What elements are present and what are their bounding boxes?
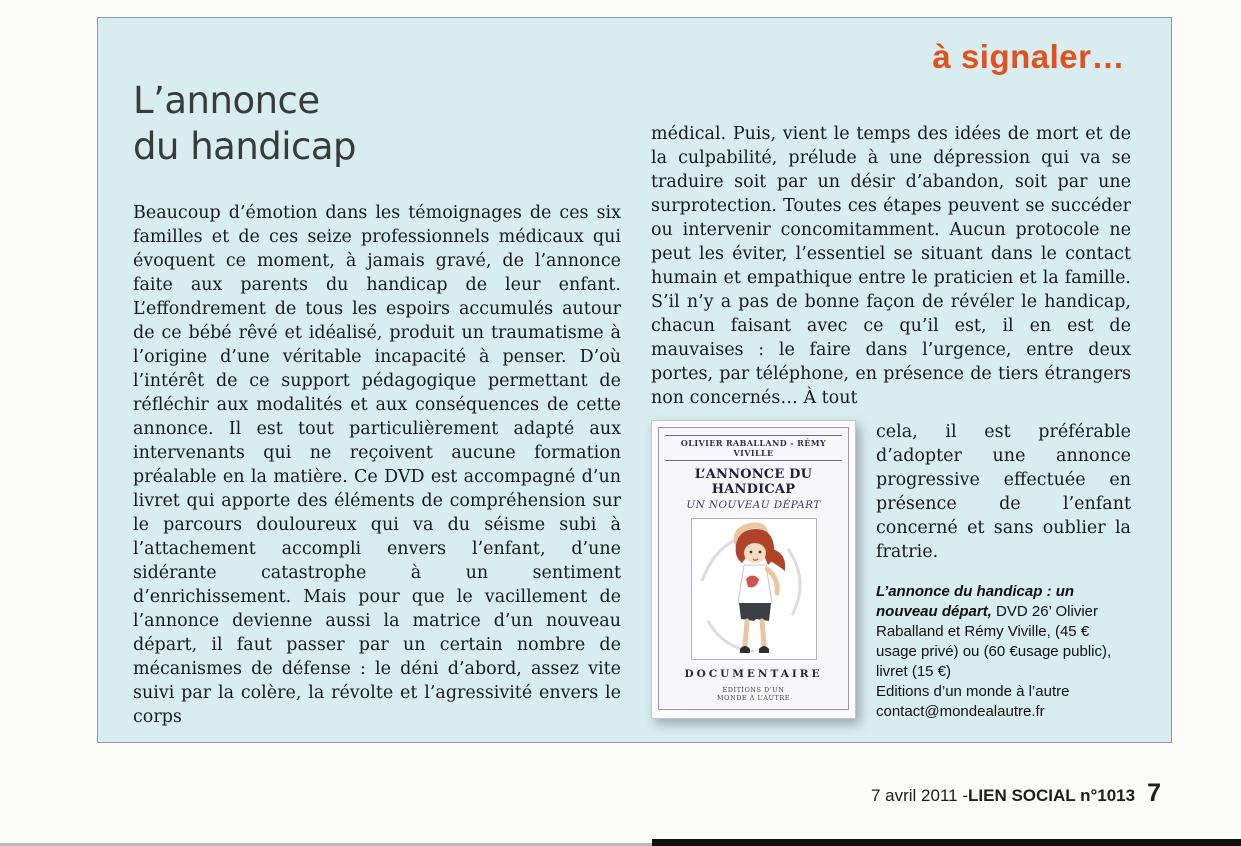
dvd-authors: OLIVIER RABALLAND - RÉMY VIVILLE bbox=[665, 435, 842, 461]
article-title-line1: L’annonce bbox=[133, 79, 320, 122]
dvd-cover-frame bbox=[651, 420, 856, 719]
article-title-line2: du handicap bbox=[133, 125, 357, 169]
dvd-subtitle: UN NOUVEAU DÉPART bbox=[686, 499, 821, 511]
dvd-genre: DOCUMENTAIRE bbox=[684, 668, 823, 680]
girl-drawing-svg bbox=[692, 519, 816, 659]
dvd-and-caption-row bbox=[651, 420, 1131, 722]
girl-illustration bbox=[691, 518, 817, 660]
beside-dvd bbox=[863, 420, 1131, 722]
caption-email: contact@mondealautre.fr bbox=[876, 703, 1045, 720]
article-text-right-top: médical. Puis, vient le temps des idées de mort et de la culpabilité, prélude à une dépression qui va se traduire soit par un désir d’abandon, soit par une surprotection. Toutes ces étapes peuvent se succéder ou intervenir concomitamment. Aucun protocole ne peut les éviter, l’essentiel se situant dans le contact humain et empathique entre le praticien et la famille. S’il n’y a pas de bonne façon de révéler le handicap, chacun faisant avec ce qu’il est, il en est de mauvaises : le faire dans l’urgence, entre deux portes, par téléphone, en présence de tiers étrangers non concernés… À tout bbox=[651, 124, 1131, 408]
dvd-cover bbox=[651, 420, 863, 722]
scan-artifact-dark-bar bbox=[652, 839, 1241, 846]
page-number: 7 bbox=[1147, 779, 1161, 807]
dvd-title: L’ANNONCE DU HANDICAP bbox=[694, 467, 813, 497]
column-right bbox=[651, 122, 1131, 722]
dvd-publisher-logo: ÉDITIONS D’UN MONDE À L’AUTRE bbox=[717, 686, 790, 703]
caption-details: DVD 26’ Olivier Raballand et Rémy Viville, (45 € usage privé) ou (60 €usage public), livret (15 €) bbox=[876, 603, 1112, 680]
column-left bbox=[133, 201, 621, 729]
dvd-cover-inner bbox=[658, 427, 849, 710]
dvd-caption bbox=[876, 582, 1131, 722]
footer-date: 7 avril 2011 - bbox=[870, 786, 968, 805]
page-footer bbox=[871, 779, 1161, 808]
article-text-left: Beaucoup d’émotion dans les témoignages de ces six familles et de ces seize professionnels médicaux qui évoquent ce moment, à jamais gravé, de l’annonce faite aux parents du handicap de leur enfant. L’effondrement de tous les espoirs accumulés autour de ce bébé rêvé et idéalisé, produit un traumatisme à l’origine d’une véritable incapacité à penser. D’où l’intérêt de ce support pédagogique permettant de réfléchir aux modalités et aux conséquences de cette annonce. Il est tout particulièrement adapté aux intervenants qui ne reçoivent aucune formation préalable en la matière. Ce DVD est accompagné d’un livret qui apporte des éléments de compréhension sur le parcours douloureux qui va du séisme subi à l’attachement accompli envers l’enfant, d’une sidérante catastrophe à un sentiment d’enrichissement. Mais pour que le vacillement de l’annonce devienne aussi la matrice d’un nouveau départ, il faut passer par un certain nombre de mécanismes de défense : le déni d’abord, assez vite suivi par la colère, la révolte et l’agressivité envers le corps bbox=[133, 203, 621, 727]
footer-magazine: LIEN SOCIAL n°1013 bbox=[968, 786, 1136, 805]
caption-main bbox=[876, 582, 1131, 682]
article-title bbox=[133, 78, 356, 171]
caption-title: L’annonce du handicap : un nouveau départ, bbox=[876, 583, 1075, 620]
article-panel bbox=[97, 17, 1172, 743]
caption-publisher: Editions d’un monde à l’autre bbox=[876, 683, 1070, 700]
section-label: à signaler… bbox=[932, 38, 1125, 75]
article-text-right-wrap: cela, il est préférable d’adopter une annonce progressive effectuée en présence de l’enfant concerné et sans oublier la fratrie. bbox=[876, 422, 1131, 562]
